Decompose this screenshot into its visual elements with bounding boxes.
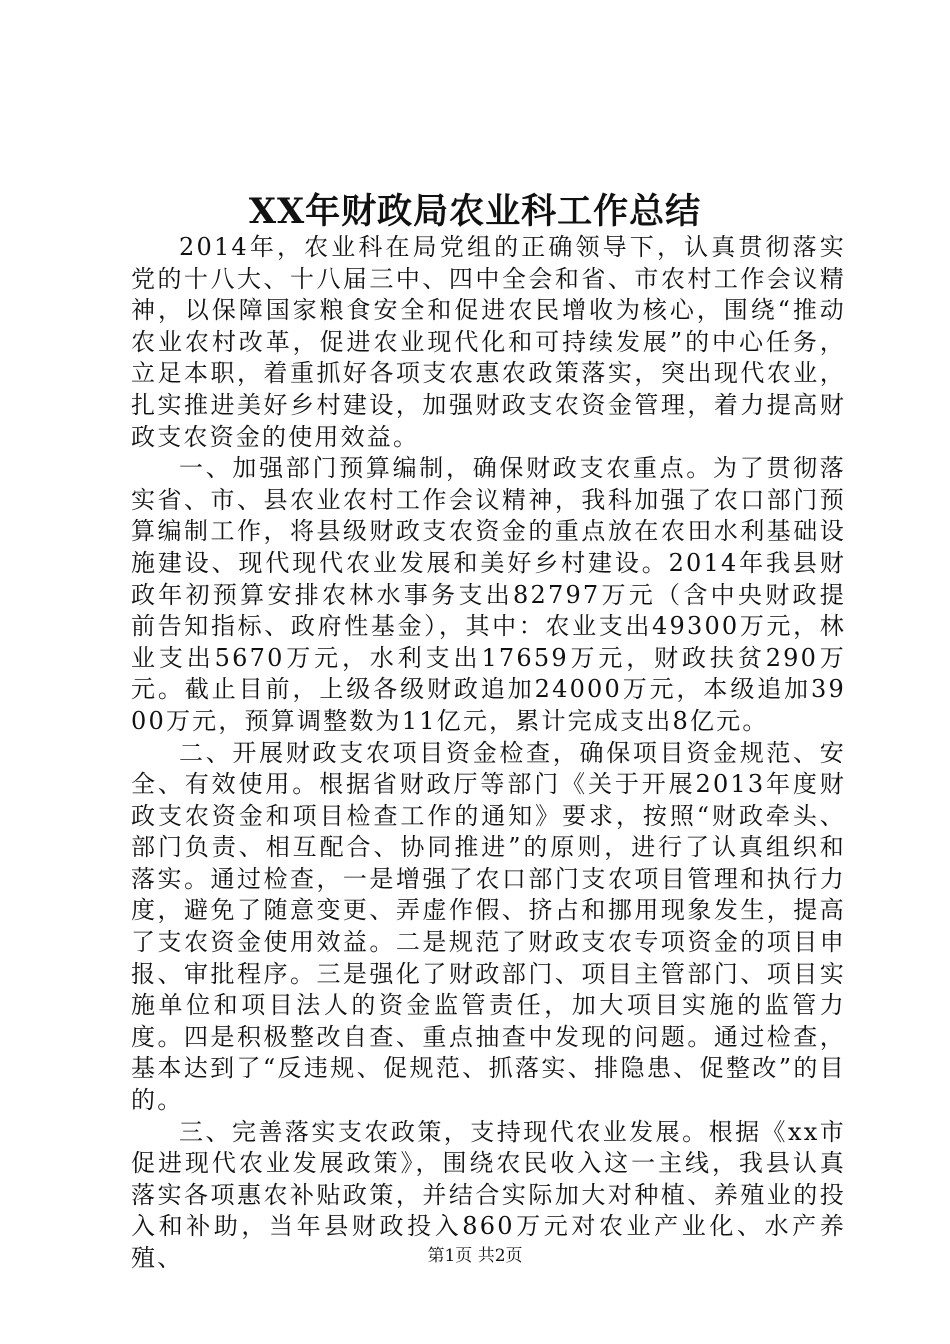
document-title: XX年财政局农业科工作总结	[248, 191, 702, 232]
paragraph-budget: 一、加强部门预算编制，确保财政支农重点。为了贯彻落实省、市、县农业农村工作会议精神，我科加强了农口部门预算编制工作，将县级财政支农资金的重点放在农田水利基础设施建设、现代现代农业发展和美好乡村建设。2014年我县财政年初预算安排农林水事务支出82797万元（含中央财政提前告知指标、政府性基金），其中：农业支出49300万元，林业支出5670万元，水利支出17659万元，财政扶贫290万元。截止目前，上级各级财政追加24000万元，本级追加3900万元，预算调整数为11亿元，累计完成支出8亿元。	[131, 454, 846, 735]
document-body	[131, 232, 846, 1275]
paragraph-intro: 2014年，农业科在局党组的正确领导下，认真贯彻落实党的十八大、十八届三中、四中全会和省、市农村工作会议精神，以保障国家粮食安全和促进农民增收为核心，围绕“推动农业农村改革，促进农业现代化和可持续发展”的中心任务，立足本职，着重抓好各项支农惠农政策落实，突出现代农业，扎实推进美好乡村建设，加强财政支农资金管理，着力提高财政支农资金的使用效益。	[131, 233, 846, 451]
page-number-footer: 第1页 共2页	[427, 1246, 523, 1266]
paragraph-policy: 三、完善落实支农政策，支持现代农业发展。根据《xx市促进现代农业发展政策》，围绕农民收入这一主线，我县认真落实各项惠农补贴政策，并结合实际加大对种植、养殖业的投入和补助，当年县财政投入860万元对农业产业化、水产养殖、	[131, 1117, 846, 1272]
paragraph-inspection: 二、开展财政支农项目资金检查，确保项目资金规范、安全、有效使用。根据省财政厅等部门《关于开展2013年度财政支农资金和项目检查工作的通知》要求，按照“财政牵头、部门负责、相互配合、协同推进”的原则，进行了认真组织和落实。通过检查，一是增强了农口部门支农项目管理和执行力度，避免了随意变更、弄虚作假、挤占和挪用现象发生，提高了支农资金使用效益。二是规范了财政支农专项资金的项目申报、审批程序。三是强化了财政部门、项目主管部门、项目实施单位和项目法人的资金监管责任，加大项目实施的监管力度。四是积极整改自查、重点抽查中发现的问题。通过检查，基本达到了“反违规、促规范、抓落实、排隐患、促整改”的目的。	[131, 738, 846, 1115]
